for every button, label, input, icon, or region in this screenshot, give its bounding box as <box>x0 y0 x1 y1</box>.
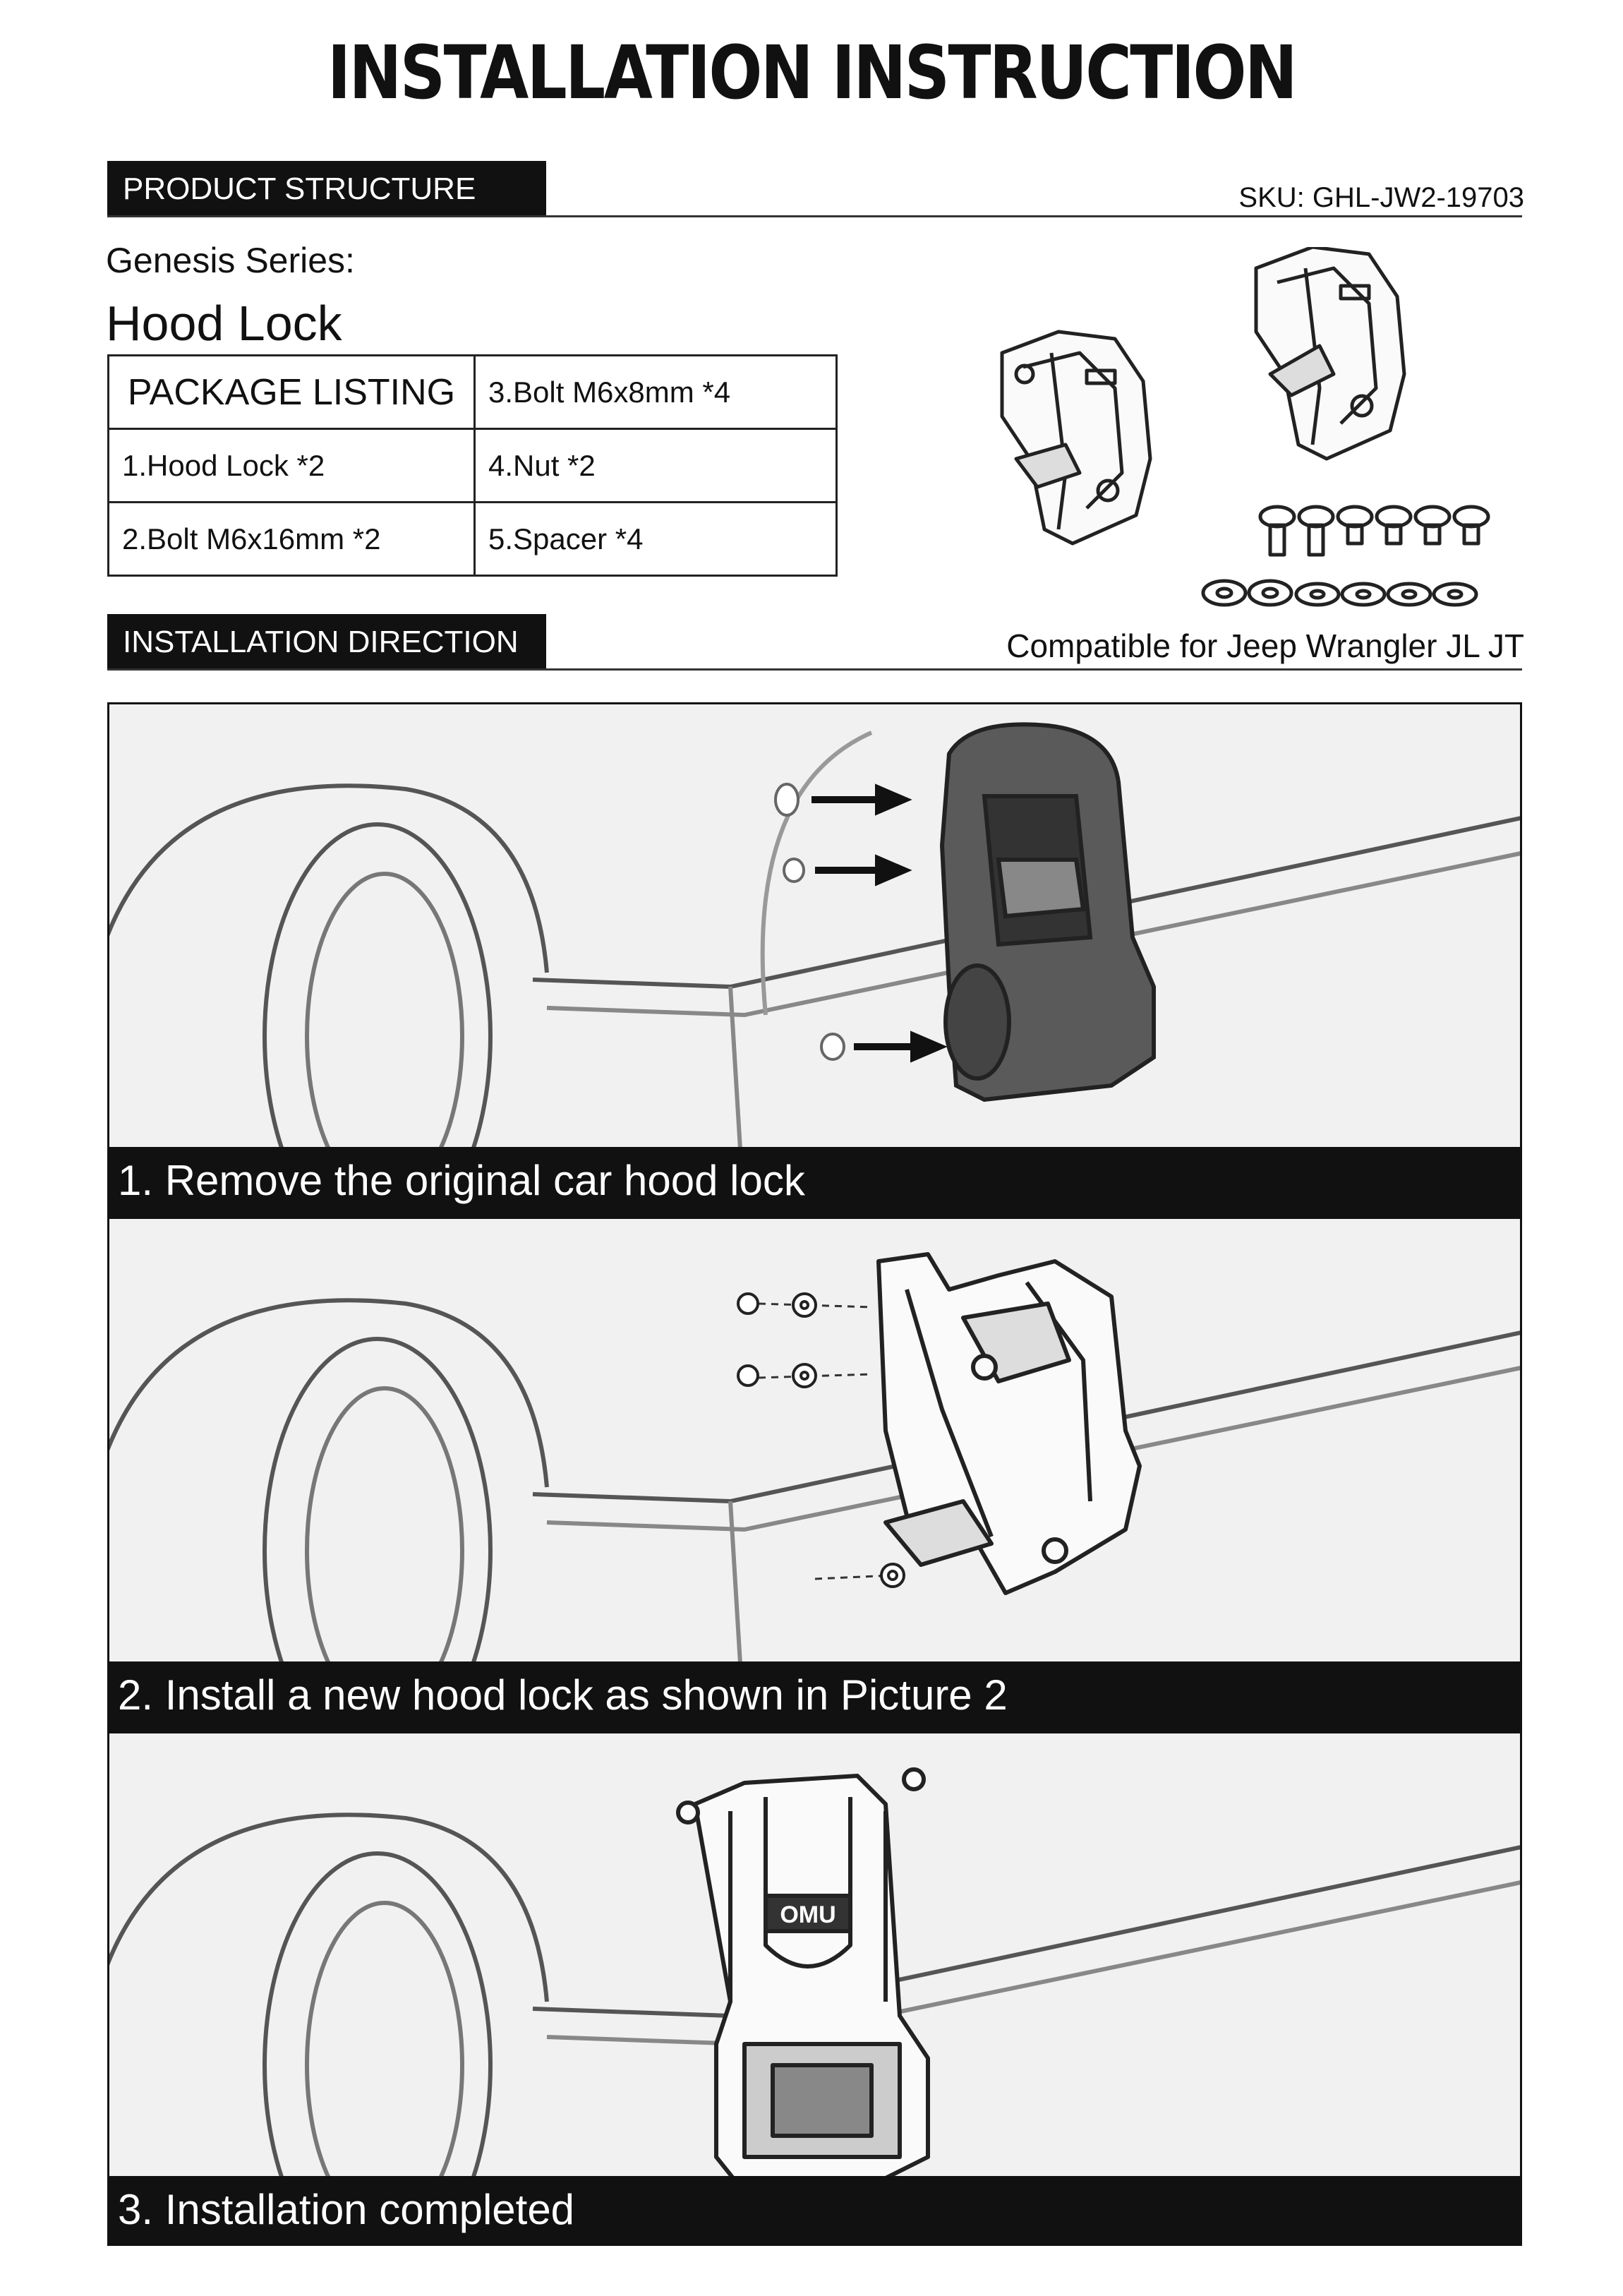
hood-lock-icon <box>1002 332 1150 543</box>
hood-lock-icon <box>1256 247 1404 459</box>
section-product-structure: PRODUCT STRUCTURE <box>107 161 546 217</box>
product-name: Hood Lock <box>106 296 342 351</box>
bolt-icon <box>738 1294 904 1587</box>
package-item: 2.Bolt M6x16mm *2 <box>109 503 475 576</box>
logo-text: OMU <box>780 1901 836 1928</box>
package-item: 5.Spacer *4 <box>475 503 837 576</box>
package-item: 3.Bolt M6x8mm *4 <box>475 356 837 429</box>
step-3-panel <box>107 1731 1522 2246</box>
divider <box>107 668 1522 671</box>
sku-label: SKU: GHL-JW2-19703 <box>1238 182 1524 213</box>
package-item: 1.Hood Lock *2 <box>109 429 475 503</box>
page-title: INSTALLATION INSTRUCTION <box>327 30 1296 116</box>
step-1-illustration <box>109 704 1522 1217</box>
hood-lock-icon <box>879 1254 1140 1593</box>
package-listing-header: PACKAGE LISTING <box>109 356 475 429</box>
compatibility-label: Compatible for Jeep Wrangler JL JT <box>1006 627 1524 664</box>
step-3-caption: 3. Installation completed <box>109 2176 1520 2244</box>
step-2-panel <box>107 1217 1522 1731</box>
step-3-illustration <box>109 1733 1522 2246</box>
product-illustration <box>974 247 1538 621</box>
installed-hood-lock-icon <box>678 1769 928 2192</box>
step-2-caption: 2. Install a new hood lock as shown in Picture 2 <box>109 1661 1520 1729</box>
nut-icon <box>1203 581 1291 605</box>
step-2-illustration <box>109 1219 1522 1731</box>
package-item: 4.Nut *2 <box>475 429 837 503</box>
bolt-icon <box>1260 507 1488 555</box>
divider <box>107 215 1522 217</box>
step-1-caption: 1. Remove the original car hood lock <box>109 1147 1520 1215</box>
package-listing-table <box>107 354 838 577</box>
series-label: Genesis Series: <box>106 241 355 280</box>
section-installation-direction: INSTALLATION DIRECTION <box>107 614 546 671</box>
step-1-panel <box>107 702 1522 1217</box>
oem-hood-lock-icon <box>942 724 1154 1100</box>
spacer-icon <box>1296 584 1476 605</box>
